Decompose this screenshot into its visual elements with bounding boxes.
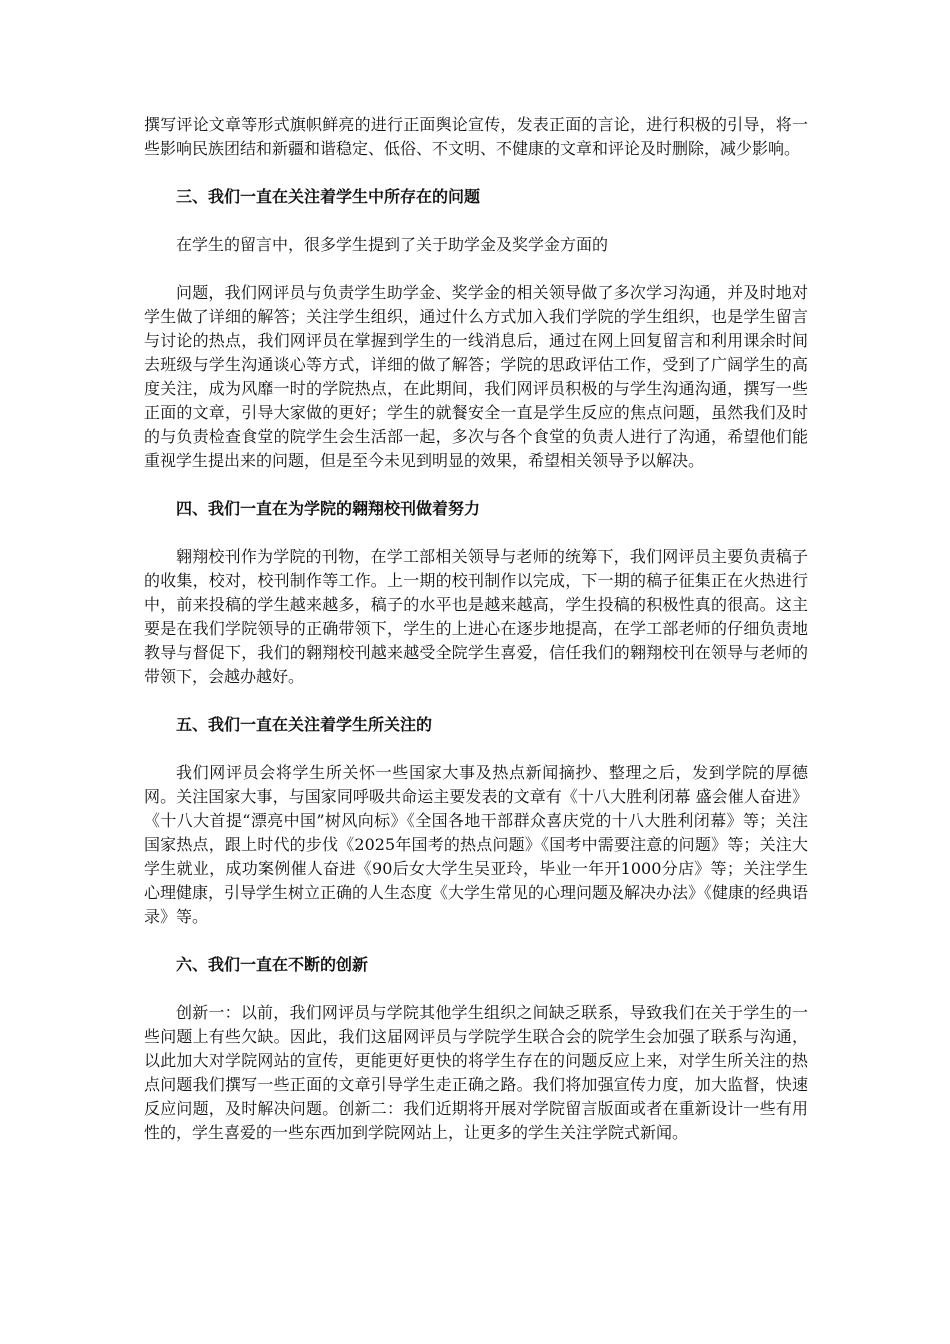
section-4-paragraph-1: 翱翔校刊作为学院的刊物，在学工部相关领导与老师的统筹下，我们网评员主要负责稿子的收集，校对，校刊制作等工作。上一期的校刊制作以完成，下一期的稿子征集正在火热进行中，前来投稿的学生越来越多，稿子的水平也是越来越高，学生投稿的积极性真的很高。这主要是在我们学院领导的正确带领下，学生的上进心在逐步地提高，在学工部老师的仔细负责地教导与督促下，我们的翱翔校刊越来越受全院学生喜爱，信任我们的翱翔校刊在领导与老师的带领下，会越办越好。 (144, 547, 808, 686)
section-5-paragraph-1: 我们网评员会将学生所关怀一些国家大事及热点新闻摘抄、整理之后，发到学院的厚德网。关注国家大事，与国家同呼吸共命运主要发表的文章有《十八大胜利闭幕 盛会催人奋进》《十八大首提“漂亮中国”树风向标》《全国各地干部群众喜庆党的十八大胜利闭幕》等；关注国家热点，跟上时代的步伐《2025年国考的热点问题》《国考中需要注意的问题》等；关注大学生就业，成功案例催人奋进《90后女大学生吴亚玲，毕业一年开1000分店》等；关注学生心理健康，引导学生树立正确的人生态度《大学生常见的心理问题及解决办法》《健康的经典语录》等。 (144, 763, 809, 926)
section-5-heading: 五、我们一直在关注着学生所关注的 (176, 715, 433, 734)
section-3-heading: 三、我们一直在关注着学生中所存在的问题 (176, 187, 481, 206)
section-6-paragraph-1: 创新一：以前，我们网评员与学院其他学生组织之间缺乏联系，导致我们在关于学生的一些问题上有些欠缺。因此，我们这届网评员与学院学生联合会的院学生会加强了联系与沟通，以此加大对学院网站的宣传，更能更好更快的将学生存在的问题反应上来，对学生所关注的热点问题我们撰写一些正面的文章引导学生走正确之路。我们将加强宣传力度，加大监督，快速反应问题，及时解决问题。创新二：我们近期将开展对学院留言版面或者在重新设计一些有用性的，学生喜爱的一些东西加到学院网站上，让更多的学生关注学院式新闻。 (144, 1003, 808, 1142)
section-3-paragraph-2: 问题，我们网评员与负责学生助学金、奖学金的相关领导做了多次学习沟通，并及时地对学生做了详细的解答；关注学生组织，通过什么方式加入我们学院的学生组织，也是学生留言与讨论的热点，我们网评员在掌握到学生的一线消息后，通过在网上回复留言和利用课余时间去班级与学生沟通谈心等方式，详细的做了解答；学院的思政评估工作，受到了广阔学生的高度关注，成为风靡一时的学院热点，在此期间，我们网评员积极的与学生沟通沟通，撰写一些正面的文章，引导大家做的更好；学生的就餐安全一直是学生反应的焦点问题，虽然我们及时的与负责检查食堂的院学生会生活部一起，多次与各个食堂的负责人进行了沟通，希望他们能重视学生提出来的问题，但是至今未见到明显的效果，希望相关领导予以解决。 (144, 283, 808, 470)
section-6-heading: 六、我们一直在不断的创新 (176, 955, 369, 974)
intro-paragraph: 撰写评论文章等形式旗帜鲜亮的进行正面舆论宣传，发表正面的言论，进行积极的引导，将一些影响民族团结和新疆和谐稳定、低俗、不文明、不健康的文章和评论及时删除，减少影响。 (144, 115, 808, 158)
section-4-heading: 四、我们一直在为学院的翱翔校刊做着努力 (176, 499, 481, 518)
document-page (144, 113, 808, 1169)
section-3-paragraph-1: 在学生的留言中，很多学生提到了关于助学金及奖学金方面的 (176, 235, 609, 254)
